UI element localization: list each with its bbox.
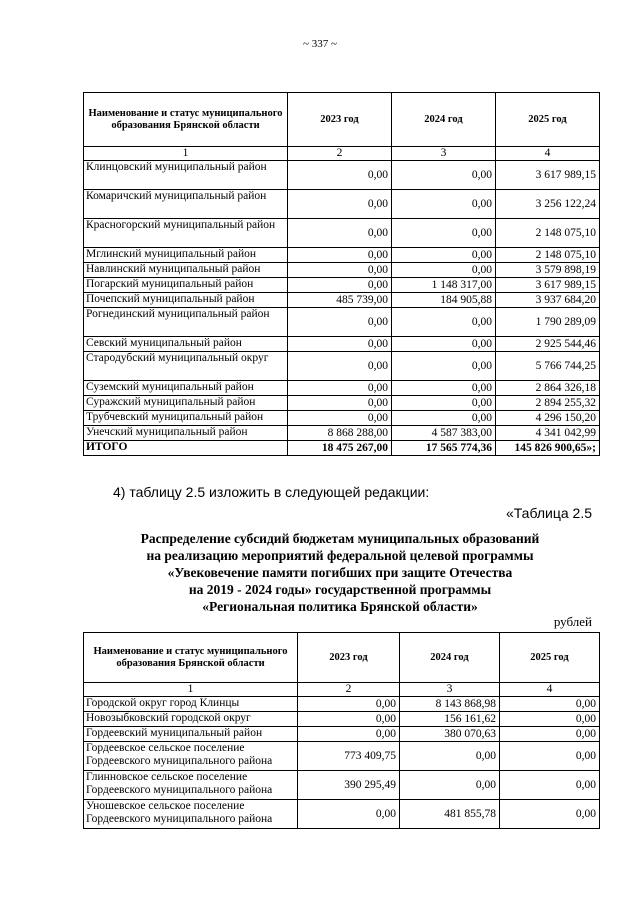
- table-header-row: [84, 93, 600, 147]
- index-cell: 3: [392, 147, 496, 161]
- municipality-name-cell: Гордеевский муниципальный район: [84, 727, 298, 742]
- value-2025-cell: 0,00: [500, 697, 600, 712]
- value-2023-cell: 0,00: [288, 161, 392, 190]
- index-row: [84, 683, 600, 697]
- index-cell: 2: [288, 147, 392, 161]
- value-2024-cell: 184 905,88: [392, 293, 496, 308]
- title-line: на 2019 - 2024 годы» государственной программы: [188, 582, 492, 597]
- value-2025-cell: 3 617 989,15: [496, 161, 600, 190]
- municipality-name-cell: Унечский муниципальный район: [84, 426, 288, 441]
- value-2024-cell: 481 855,78: [400, 800, 500, 829]
- value-2025-cell: 0,00: [500, 771, 600, 800]
- value-2025-cell: 0,00: [500, 727, 600, 742]
- municipality-name-cell: Городской округ город Клинцы: [84, 697, 298, 712]
- table-row: [84, 337, 600, 352]
- value-2023-cell: 0,00: [288, 248, 392, 263]
- municipality-name-cell: Рогнединский муниципальный район: [84, 308, 288, 337]
- table-row: [84, 190, 600, 219]
- municipality-name-cell: Мглинский муниципальный район: [84, 248, 288, 263]
- header-2024: 2024 год: [392, 93, 496, 147]
- municipality-name-cell: Уношевское сельское поселение Гордеевского муниципального района: [84, 800, 298, 829]
- value-2023-cell: 0,00: [298, 727, 400, 742]
- table-row: [84, 396, 600, 411]
- table-row: [84, 742, 600, 771]
- amendment-item: 4) таблицу 2.5 изложить в следующей редакции:: [113, 484, 430, 500]
- value-2024-cell: 156 161,62: [400, 712, 500, 727]
- index-cell: 2: [298, 683, 400, 697]
- value-2025-cell: 4 296 150,20: [496, 411, 600, 426]
- value-2024-cell: 0,00: [392, 381, 496, 396]
- value-2025-cell: 1 790 289,09: [496, 308, 600, 337]
- index-row: [84, 147, 600, 161]
- value-2023-cell: 8 868 288,00: [288, 426, 392, 441]
- table-row: [84, 293, 600, 308]
- header-2025: 2025 год: [496, 93, 600, 147]
- value-2024-cell: 0,00: [392, 396, 496, 411]
- header-2023: 2023 год: [298, 633, 400, 683]
- table-row: [84, 800, 600, 829]
- page-number: ~ 337 ~: [303, 38, 337, 50]
- header-2023: 2023 год: [288, 93, 392, 147]
- municipality-name-cell: Трубчевский муниципальный район: [84, 411, 288, 426]
- index-cell: 1: [84, 683, 298, 697]
- value-2024-cell: 4 587 383,00: [392, 426, 496, 441]
- header-name: Наименование и статус муниципального образования Брянской области: [84, 93, 288, 147]
- header-name: Наименование и статус муниципального образования Брянской области: [84, 633, 298, 683]
- value-2024-cell: 1 148 317,00: [392, 278, 496, 293]
- value-2024-cell: 0,00: [392, 411, 496, 426]
- title-line: Распределение субсидий бюджетам муниципальных образований: [140, 531, 540, 546]
- value-2025-cell: 4 341 042,99: [496, 426, 600, 441]
- value-2023-cell: 0,00: [288, 352, 392, 381]
- value-2023-cell: 485 739,00: [288, 293, 392, 308]
- title-line: на реализацию мероприятий федеральной целевой программы: [146, 548, 534, 563]
- value-2025-cell: 2 148 075,10: [496, 219, 600, 248]
- table-row: [84, 278, 600, 293]
- title-line: «Увековечение памяти погибших при защите Отечества: [167, 565, 513, 580]
- table-row: [84, 771, 600, 800]
- table-row: [84, 411, 600, 426]
- municipality-name-cell: Навлинский муниципальный район: [84, 263, 288, 278]
- municipality-name-cell: Клинцовский муниципальный район: [84, 161, 288, 190]
- value-2023-cell: 0,00: [288, 308, 392, 337]
- value-2025-cell: 3 579 898,19: [496, 263, 600, 278]
- value-2024-cell: 0,00: [392, 219, 496, 248]
- total-2025-cell: 145 826 900,65»;: [496, 441, 600, 456]
- municipality-name-cell: Новозыбковский городской округ: [84, 712, 298, 727]
- table-label: «Таблица 2.5: [505, 505, 592, 521]
- table-row: [84, 727, 600, 742]
- table-row: [84, 248, 600, 263]
- municipality-name-cell: Суземский муниципальный район: [84, 381, 288, 396]
- table-row: [84, 381, 600, 396]
- value-2025-cell: 3 617 989,15: [496, 278, 600, 293]
- value-2023-cell: 0,00: [288, 411, 392, 426]
- value-2024-cell: 0,00: [392, 352, 496, 381]
- municipality-name-cell: Гордеевское сельское поселение Гордеевского муниципального района: [84, 742, 298, 771]
- value-2023-cell: 773 409,75: [298, 742, 400, 771]
- index-cell: 1: [84, 147, 288, 161]
- value-2023-cell: 0,00: [288, 337, 392, 352]
- value-2025-cell: 0,00: [500, 800, 600, 829]
- table-row: [84, 352, 600, 381]
- municipality-name-cell: Погарский муниципальный район: [84, 278, 288, 293]
- value-2025-cell: 2 925 544,46: [496, 337, 600, 352]
- table-row: [84, 161, 600, 190]
- municipality-name-cell: Стародубский муниципальный округ: [84, 352, 288, 381]
- value-2023-cell: 0,00: [288, 396, 392, 411]
- subsidy-table-continued: [83, 92, 600, 456]
- value-2023-cell: 0,00: [298, 712, 400, 727]
- value-2023-cell: 390 295,49: [298, 771, 400, 800]
- subsidy-table-2-5: [83, 632, 600, 829]
- value-2025-cell: 0,00: [500, 742, 600, 771]
- value-2024-cell: 380 070,63: [400, 727, 500, 742]
- table-row: [84, 426, 600, 441]
- value-2025-cell: 0,00: [500, 712, 600, 727]
- value-2025-cell: 2 148 075,10: [496, 248, 600, 263]
- value-2024-cell: 0,00: [400, 742, 500, 771]
- value-2023-cell: 0,00: [298, 697, 400, 712]
- index-cell: 4: [496, 147, 600, 161]
- value-2023-cell: 0,00: [298, 800, 400, 829]
- value-2024-cell: 0,00: [392, 263, 496, 278]
- value-2025-cell: 3 256 122,24: [496, 190, 600, 219]
- value-2023-cell: 0,00: [288, 263, 392, 278]
- header-2025: 2025 год: [500, 633, 600, 683]
- units-label: рублей: [553, 614, 592, 629]
- value-2025-cell: 2 894 255,32: [496, 396, 600, 411]
- municipality-name-cell: Севский муниципальный район: [84, 337, 288, 352]
- value-2024-cell: 0,00: [392, 190, 496, 219]
- index-cell: 4: [500, 683, 600, 697]
- table-header-row: [84, 633, 600, 683]
- table-row: [84, 712, 600, 727]
- table-row: [84, 263, 600, 278]
- total-label-cell: ИТОГО: [84, 441, 288, 456]
- value-2023-cell: 0,00: [288, 278, 392, 293]
- value-2025-cell: 2 864 326,18: [496, 381, 600, 396]
- table-title: [80, 530, 600, 615]
- index-cell: 3: [400, 683, 500, 697]
- municipality-name-cell: Почепский муниципальный район: [84, 293, 288, 308]
- value-2023-cell: 0,00: [288, 219, 392, 248]
- value-2024-cell: 0,00: [392, 248, 496, 263]
- value-2024-cell: 0,00: [400, 771, 500, 800]
- municipality-name-cell: Комаричский муниципальный район: [84, 190, 288, 219]
- value-2024-cell: 8 143 868,98: [400, 697, 500, 712]
- municipality-name-cell: Суражский муниципальный район: [84, 396, 288, 411]
- total-row: [84, 441, 600, 456]
- municipality-name-cell: Красногорский муниципальный район: [84, 219, 288, 248]
- value-2024-cell: 0,00: [392, 308, 496, 337]
- total-2024-cell: 17 565 774,36: [392, 441, 496, 456]
- total-2023-cell: 18 475 267,00: [288, 441, 392, 456]
- value-2023-cell: 0,00: [288, 190, 392, 219]
- value-2025-cell: 3 937 684,20: [496, 293, 600, 308]
- header-2024: 2024 год: [400, 633, 500, 683]
- municipality-name-cell: Глинновское сельское поселение Гордеевского муниципального района: [84, 771, 298, 800]
- title-line: «Региональная политика Брянской области»: [202, 599, 478, 614]
- value-2025-cell: 5 766 744,25: [496, 352, 600, 381]
- value-2023-cell: 0,00: [288, 381, 392, 396]
- table-row: [84, 697, 600, 712]
- table-row: [84, 308, 600, 337]
- table-row: [84, 219, 600, 248]
- value-2024-cell: 0,00: [392, 161, 496, 190]
- value-2024-cell: 0,00: [392, 337, 496, 352]
